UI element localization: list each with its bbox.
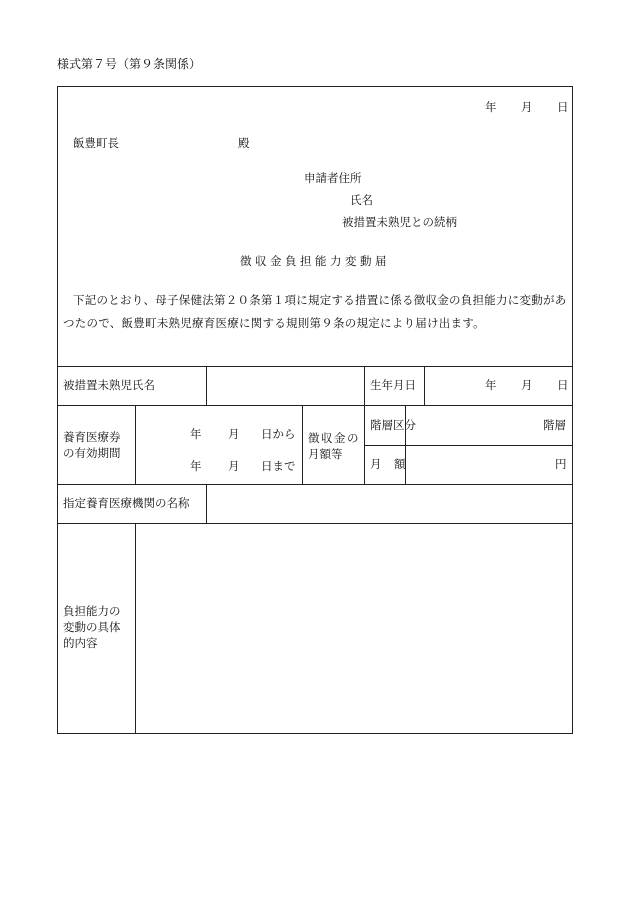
tier-label: 階層区分 (370, 418, 416, 432)
form-number: 様式第７号（第９条関係） (57, 57, 202, 71)
fee-label-2: 月額等 (308, 447, 343, 461)
applicant-address-label: 申請者住所 (304, 171, 362, 185)
frame-top (57, 86, 573, 87)
date-month: 月 (521, 100, 533, 114)
birth-year: 年 (485, 378, 497, 392)
frame-left (57, 86, 58, 734)
birth-month: 月 (521, 378, 533, 392)
frame-right (572, 86, 573, 734)
to-day: 日まで (261, 459, 296, 473)
table-vline (302, 405, 303, 485)
table-vline (405, 405, 406, 485)
change-detail-label-2: 変動の具体 (63, 620, 121, 634)
infant-name-label: 被措置未熟児氏名 (63, 378, 155, 392)
applicant-relation-label: 被措置未熟児との続柄 (342, 215, 457, 229)
birth-date-label: 生年月日 (370, 378, 416, 392)
table-hline (57, 366, 573, 367)
to-year: 年 (190, 459, 202, 473)
fee-label-1: 徴収金の (308, 431, 360, 445)
change-detail-label-3: 的内容 (63, 636, 98, 650)
table-vline (364, 366, 365, 485)
table-vline (135, 405, 136, 485)
change-detail-label-1: 負担能力の (63, 604, 121, 618)
honorific: 殿 (238, 136, 250, 150)
table-vline (424, 366, 425, 406)
body-text-line-2: つたので、飯豊町未熟児療育医療に関する規則第９条の規定により届け出ます。 (63, 316, 485, 330)
monthly-label-2: 額 (394, 457, 406, 471)
birth-day: 日 (557, 378, 569, 392)
date-day: 日 (557, 100, 569, 114)
date-year: 年 (485, 100, 497, 114)
to-month: 月 (228, 459, 240, 473)
monthly-label-1: 月 (370, 457, 382, 471)
form-title: 徴収金負担能力変動届 (240, 254, 390, 268)
body-text-line-1: 下記のとおり、母子保健法第２０条第１項に規定する措置に係る徴収金の負担能力に変動があ (73, 293, 567, 307)
table-vline (135, 523, 136, 734)
table-hline (364, 445, 573, 446)
table-vline (206, 366, 207, 406)
validity-label-2: の有効期間 (63, 446, 121, 460)
tier-unit: 階層 (543, 418, 566, 432)
from-day: 日から (261, 427, 296, 441)
addressee: 飯豊町長 (73, 136, 119, 150)
table-vline (206, 484, 207, 524)
applicant-name-label: 氏名 (350, 193, 373, 207)
institution-label: 指定養育医療機関の名称 (63, 496, 190, 510)
from-year: 年 (190, 427, 202, 441)
from-month: 月 (228, 427, 240, 441)
validity-label-1: 養育医療券 (63, 430, 121, 444)
monthly-unit: 円 (555, 457, 567, 471)
